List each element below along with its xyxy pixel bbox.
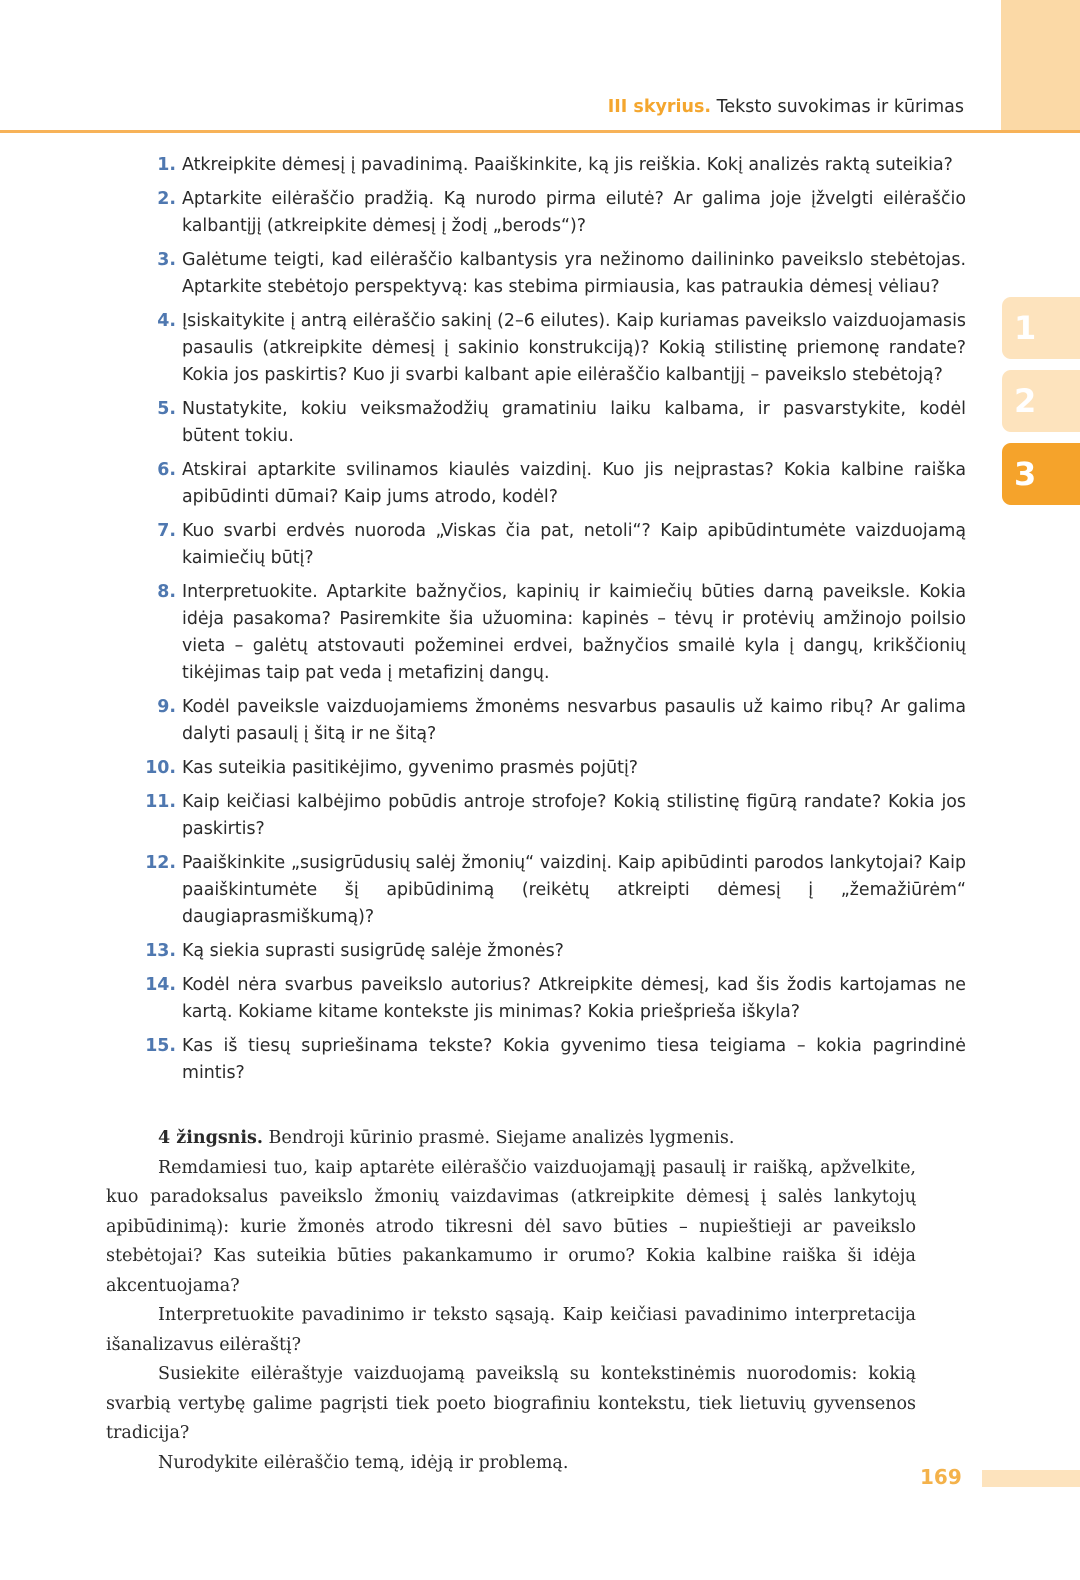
running-header [608,97,964,117]
question-number: 15. [145,1036,176,1056]
question-text: Kodėl nėra svarbus paveikslo autorius? Atkreipkite dėmesį, kad šis žodis kartojamas ne kartą. Kokiame kitame kontekste jis minimas? Kokia priešprieša iškyla? [182,975,966,1022]
chapter-label: III skyrius. [607,97,712,117]
question-number: 14. [145,975,176,995]
question-number: 7. [157,521,176,541]
question-text: Ką siekia suprasti susigrūdę salėje žmonės? [182,941,564,961]
chapter-tab-2[interactable]: 2 [1002,370,1080,432]
question-text: Įsiskaitykite į antrą eilėraščio sakinį (2–6 eilutes). Kaip kuriamas paveikslo vaizduojamasis pasaulis (atkreipkite dėmesį į sakinio konstrukciją)? Kokią stilistinę priemonę randate? Kokia jos paskirtis? Kuo ji svarbi kalbant apie eilėraščio kalbantįjį – paveikslo stebėtoją? [182,311,966,385]
question-number: 11. [145,792,176,812]
question-number: 3. [157,250,176,270]
question-number: 12. [145,853,176,873]
question-text: Atkreipkite dėmesį į pavadinimą. Paaiškinkite, ką jis reiškia. Kokį analizės raktą suteikia? [182,155,953,175]
page-number: 169 [920,1465,962,1489]
chapter-tab-1[interactable]: 1 [1002,297,1080,359]
step-title: 4 žingsnis. [158,1128,263,1148]
chapter-tab-3-active[interactable]: 3 [1002,443,1080,505]
question-text: Paaiškinkite „susigrūdusių salėj žmonių“ vaizdinį. Kaip apibūdinti parodos lankytojai? Kaip paaiškintumėte šį apibūdinimą (reikėtų atkreipti dėmesį į „žemažiūrėm“ daugiaprasmiškumą)? [182,853,966,927]
question-text: Atskirai aptarkite svilinamos kiaulės vaizdinį. Kuo jis neįprastas? Kokia kalbine raiška apibūdinti dūmai? Kaip jums atrodo, kodėl? [182,460,966,507]
question-number: 4. [157,311,176,331]
question-text: Kas suteikia pasitikėjimo, gyvenimo prasmės pojūtį? [182,758,639,778]
question-number: 2. [157,189,176,209]
step-section [106,1124,916,1478]
question-item [140,755,966,782]
page-number-bar [982,1470,1080,1487]
question-list [140,152,966,1094]
step-paragraph: Nurodykite eilėraščio temą, idėją ir problemą. [158,1452,569,1473]
question-item [140,694,966,748]
question-number: 8. [157,582,176,602]
question-item [140,579,966,687]
chapter-title: Teksto suvokimas ir kūrimas [716,97,964,117]
question-item [140,457,966,511]
question-item [140,938,966,965]
question-text: Kodėl paveiksle vaizduojamiems žmonėms nesvarbus pasaulis už kaimo ribų? Ar galima dalyti pasaulį į šitą ir ne šitą? [182,697,966,744]
step-paragraph: Interpretuokite pavadinimo ir teksto sąsają. Kaip keičiasi pavadinimo interpretacija išanalizavus eilėraštį? [106,1305,916,1355]
question-number: 5. [157,399,176,419]
question-text: Kuo svarbi erdvės nuoroda „Viskas čia pat, netoli“? Kaip apibūdintumėte vaizduojamą kaimiečių būtį? [182,521,966,568]
step-subtitle: Bendroji kūrinio prasmė. Siejame analizės lygmenis. [262,1128,735,1148]
step-paragraph: Susiekite eilėraštyje vaizduojamą paveikslą su kontekstinėmis nuorodomis: kokią svarbią vertybę galime pagrįsti tiek poeto biografiniu kontekstu, tiek lietuvių gyvensenos tradicija? [106,1364,916,1443]
question-number: 6. [157,460,176,480]
question-item [140,186,966,240]
question-number: 10. [145,758,176,778]
question-number: 9. [157,697,176,717]
question-item [140,789,966,843]
question-text: Kaip keičiasi kalbėjimo pobūdis antroje strofoje? Kokią stilistinę figūrą randate? Kokia jos paskirtis? [182,792,966,839]
question-item [140,308,966,389]
question-text: Interpretuokite. Aptarkite bažnyčios, kapinių ir kaimiečių būties darną paveiksle. Kokia idėja pasakoma? Pasiremkite šia užuomina: kapinės – tėvų ir protėvių amžinojo poilsio vieta – galėtų atstovauti požeminei erdvei, bažnyčios smailė kyla į dangų, krikščionių tikėjimas taip pat veda į metafizinį dangų. [182,582,966,683]
corner-bar [1001,0,1080,133]
question-item [140,518,966,572]
question-item [140,972,966,1026]
question-text: Aptarkite eilėraščio pradžią. Ką nurodo pirma eilutė? Ar galima joje įžvelgti eilėraščio kalbantįjį (atkreipkite dėmesį į žodį „berods“)? [182,189,966,236]
question-item [140,1033,966,1087]
step-paragraph: Remdamiesi tuo, kaip aptarėte eilėraščio vaizduojamąjį pasaulį ir raišką, apžvelkite, kuo paradoksalus paveikslo žmonių vaizdavimas (atkreipkite dėmesį į salės lankytojų apibūdinimą): kurie žmonės atrodo tikresni dėl savo būties – nupieštieji ar paveikslo stebėtojai? Kas suteikia būties pakankamumo ir orumo? Kokia kalbine raiška ši idėja akcentuojama? [106,1157,916,1296]
question-text: Galėtume teigti, kad eilėraščio kalbantysis yra nežinomo dailininko paveikslo stebėtojas. Aptarkite stebėtojo perspektyvą: kas stebima pirmiausia, kas patraukia dėmesį vėliau? [182,250,966,297]
header-rule [0,130,1080,133]
question-text: Kas iš tiesų supriešinama tekste? Kokia gyvenimo tiesa teigiama – kokia pagrindinė mintis? [182,1036,966,1083]
question-number: 1. [157,155,176,175]
step-heading [106,1124,916,1154]
question-number: 13. [145,941,176,961]
question-text: Nustatykite, kokiu veiksmažodžių gramatiniu laiku kalbama, ir pasvarstykite, kodėl būtent tokiu. [182,399,966,446]
question-item [140,396,966,450]
question-item [140,152,966,179]
question-item [140,247,966,301]
question-item [140,850,966,931]
